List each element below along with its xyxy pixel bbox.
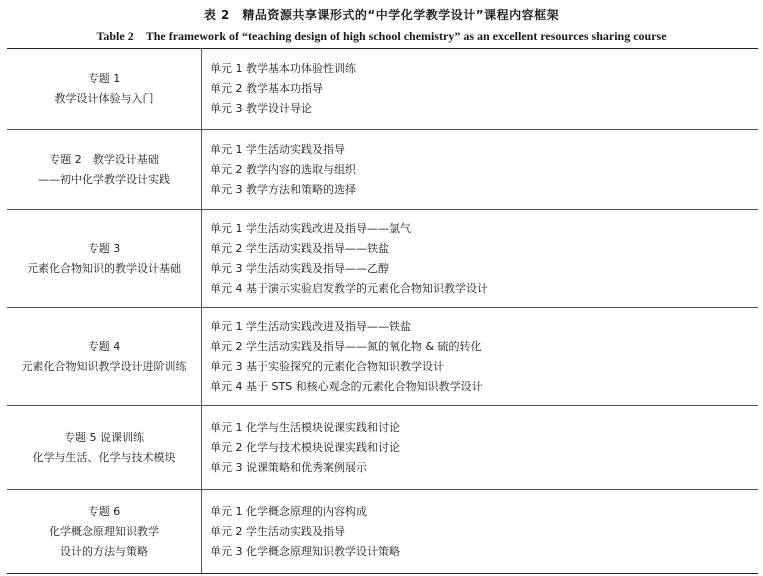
unit-line: 单元 1 化学概念原理的内容构成 <box>210 504 367 518</box>
unit-line: 单元 1 学生活动实践改进及指导——铁盐 <box>210 319 411 333</box>
unit-line: 单元 2 化学与技术模块说课实践和讨论 <box>210 440 400 454</box>
topic-line: 专题 1 <box>87 72 121 85</box>
topic-line: 元素化合物知识教学设计进阶训练 <box>21 359 187 373</box>
unit-line: 单元 3 教学方法和策略的选择 <box>210 182 356 196</box>
topic-line: 专题 6 <box>87 504 121 518</box>
unit-line: 单元 2 教学基本功指导 <box>210 82 323 95</box>
unit-line: 单元 1 学生活动实践及指导 <box>210 142 345 156</box>
unit-line: 单元 4 基于演示实验启发教学的元素化合物知识教学设计 <box>210 281 488 295</box>
topic-line: ——初中化学教学设计实践 <box>38 172 170 186</box>
unit-line: 单元 3 化学概念原理知识教学设计策略 <box>210 544 400 558</box>
table-row-topic-6 <box>7 489 758 573</box>
units-cell <box>210 406 758 489</box>
topic-cell <box>7 210 202 307</box>
unit-line: 单元 3 基于实验探究的元素化合物知识教学设计 <box>210 359 444 373</box>
table-row-topic-4 <box>7 307 758 405</box>
unit-line: 单元 3 学生活动实践及指导——乙醇 <box>210 261 389 275</box>
table-caption-english: Table 2 The framework of “teaching design of high school chemistry” as an excellent resources sharing course <box>96 29 667 43</box>
topic-line: 化学概念原理知识教学 <box>49 524 159 538</box>
unit-line: 单元 1 化学与生活模块说课实践和讨论 <box>210 420 400 434</box>
units-cell <box>210 130 758 209</box>
unit-line: 单元 2 学生活动实践及指导——铁盐 <box>210 241 389 255</box>
topic-cell <box>7 406 202 489</box>
topic-line: 专题 2 教学设计基础 <box>49 152 159 166</box>
unit-line: 单元 1 教学基本功体验性训练 <box>210 62 356 75</box>
table-row-topic-3 <box>7 209 758 307</box>
unit-line: 单元 2 学生活动实践及指导——氮的氧化物 & 硫的转化 <box>210 339 482 353</box>
units-cell <box>210 308 758 405</box>
unit-line: 单元 2 学生活动实践及指导 <box>210 524 345 538</box>
units-cell <box>210 210 758 307</box>
units-cell <box>210 490 758 573</box>
table-row-topic-1 <box>7 49 758 129</box>
topic-cell <box>7 308 202 405</box>
table-caption-chinese: 表 2 精品资源共享课形式的“中学化学教学设计”课程内容框架 <box>203 8 560 22</box>
topic-line: 专题 3 <box>87 241 121 255</box>
topic-line: 专题 4 <box>87 339 121 353</box>
topic-line: 元素化合物知识的教学设计基础 <box>27 261 181 275</box>
unit-line: 单元 3 教学设计导论 <box>210 102 312 115</box>
topic-cell <box>7 49 202 129</box>
topic-cell <box>7 130 202 209</box>
unit-line: 单元 3 说课策略和优秀案例展示 <box>210 460 367 474</box>
unit-line: 单元 4 基于 STS 和核心观念的元素化合物知识教学设计 <box>210 379 483 393</box>
course-framework-table <box>7 48 758 574</box>
topic-line: 设计的方法与策略 <box>60 544 148 558</box>
topic-line: 化学与生活、化学与技术模块 <box>32 450 176 464</box>
units-cell <box>210 49 758 129</box>
unit-line: 单元 2 教学内容的选取与组织 <box>210 162 356 176</box>
unit-line: 单元 1 学生活动实践改进及指导——氯气 <box>210 221 411 235</box>
topic-cell <box>7 490 202 573</box>
topic-line: 专题 5 说课训练 <box>64 430 144 444</box>
table-row-topic-5 <box>7 405 758 489</box>
table-row-topic-2 <box>7 129 758 209</box>
topic-line: 教学设计体验与入门 <box>54 92 154 105</box>
